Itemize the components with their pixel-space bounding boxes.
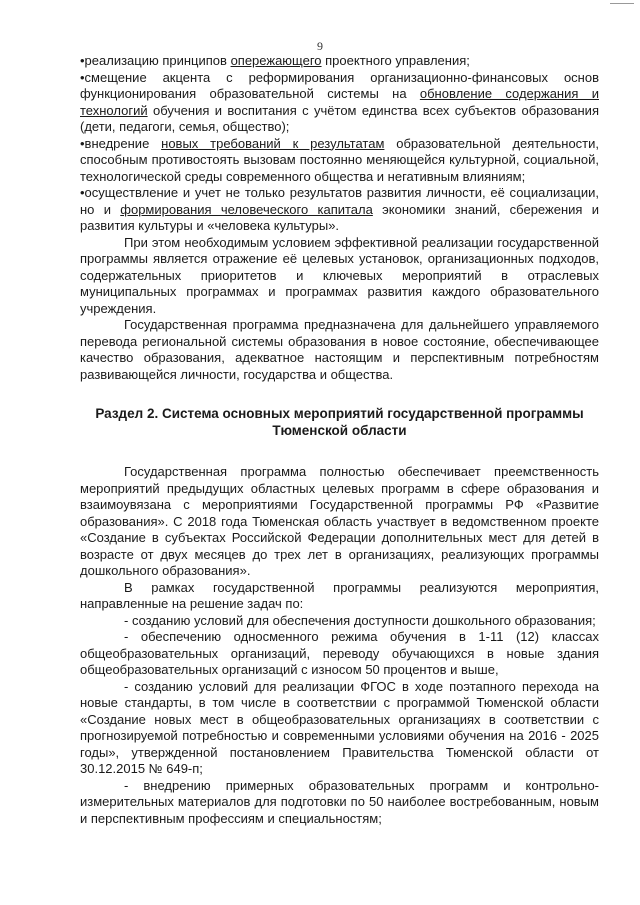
text-fragment: проектного управления;: [321, 53, 470, 68]
underlined-phrase: новых требований к результатам: [161, 135, 385, 151]
list-item-preschool: - созданию условий для обеспечения доступности дошкольного образования;: [124, 612, 596, 628]
page-number: 9: [317, 39, 323, 53]
text-fragment: •реализацию принципов: [80, 53, 231, 68]
underlined-phrase: опережающего: [230, 53, 322, 68]
principle-item: [80, 53, 599, 70]
text-fragment: •смещение акцента с реформирования организационно-финансовых основ функционирования образовательной системы на: [80, 69, 599, 101]
paragraph-measures-intro: В рамках государственной программы реализуются мероприятия, направленные на решение задач по:: [80, 579, 599, 611]
text-fragment: •осуществление и учет не только результатов развития личности, её социализации, но и: [80, 185, 599, 217]
list-item-programs: - внедрению примерных образовательных программ и контрольно-измерительных материалов для подготовки по 50 наиболее востребованным, новым и перспективным профессиям и специальностям;: [80, 777, 599, 826]
text-fragment: обучения и воспитания с учётом единства всех субъектов образования (дети, педагоги, семья, общество);: [80, 102, 599, 134]
corner-mark: [610, 0, 634, 4]
principles-list: [80, 53, 599, 235]
text-fragment: образовательной деятельности, способным противостоять вызовам постоянно меняющейся культурной, социальной, технологической среды современного общества и негативным влияниям;: [80, 135, 600, 184]
text-fragment: экономики знаний, сбережения и развития культуры и «человека культуры».: [80, 201, 599, 233]
paragraph-conditions: При этом необходимым условием эффективной реализации государственной программы является отражение её целевых установок, организационных подходов, содержательных приоритетов и ключевых мероприятий в отраслевых муниципальных программах и программах развития каждого образовательного учреждения.: [80, 234, 599, 316]
principle-item: [80, 136, 599, 186]
underlined-phrase: обновление содержания и технологий: [80, 86, 599, 118]
text-fragment: •внедрение: [80, 135, 162, 151]
paragraph-purpose: Государственная программа предназначена для дальнейшего управляемого перевода региональной системы образования в новое состояние, обеспечивающее качество образования, адекватное настоящим и перспективным потребностям развивающейся личности, государства и общества.: [80, 317, 599, 382]
list-item-fgos: - созданию условий для реализации ФГОС в ходе поэтапного перехода на новые стандарты, в том числе в соответствии с программой Тюменской области «Создание новых мест в общеобразовательных организациях в соответствии с прогнозируемой потребностью и современными условиями обучения на 2016 - 2025 годы», утвержденной постановлением Правительства Тюменской области от 30.12.2015 № 649-п;: [80, 678, 599, 776]
principle-item: [80, 185, 599, 235]
page-body: [80, 53, 599, 827]
principle-item: [80, 70, 599, 136]
list-item-single-shift: - обеспечению односменного режима обучения в 1-11 (12) классах общеобразовательных организаций, переводу обучающихся в новые здания общеобразовательных организаций с износом 50 процентов и выше,: [80, 629, 599, 677]
section-title: Раздел 2. Система основных мероприятий государственной программы Тюменской области: [95, 406, 584, 438]
paragraph-continuity: Государственная программа полностью обеспечивает преемственность мероприятий предыдущих областных целевых программ в сфере образования и взаимоувязана с мероприятиями Государственной программы РФ «Развитие образования». С 2018 года Тюменская область участвует в ведомственном проекте «Создание в субъектах Российской Федерации дополнительных мест для детей в возрасте от двух месяцев до трех лет в организациях, реализующих программы дошкольного образования».: [80, 464, 599, 578]
underlined-phrase: формирования человеческого капитала: [120, 201, 373, 217]
